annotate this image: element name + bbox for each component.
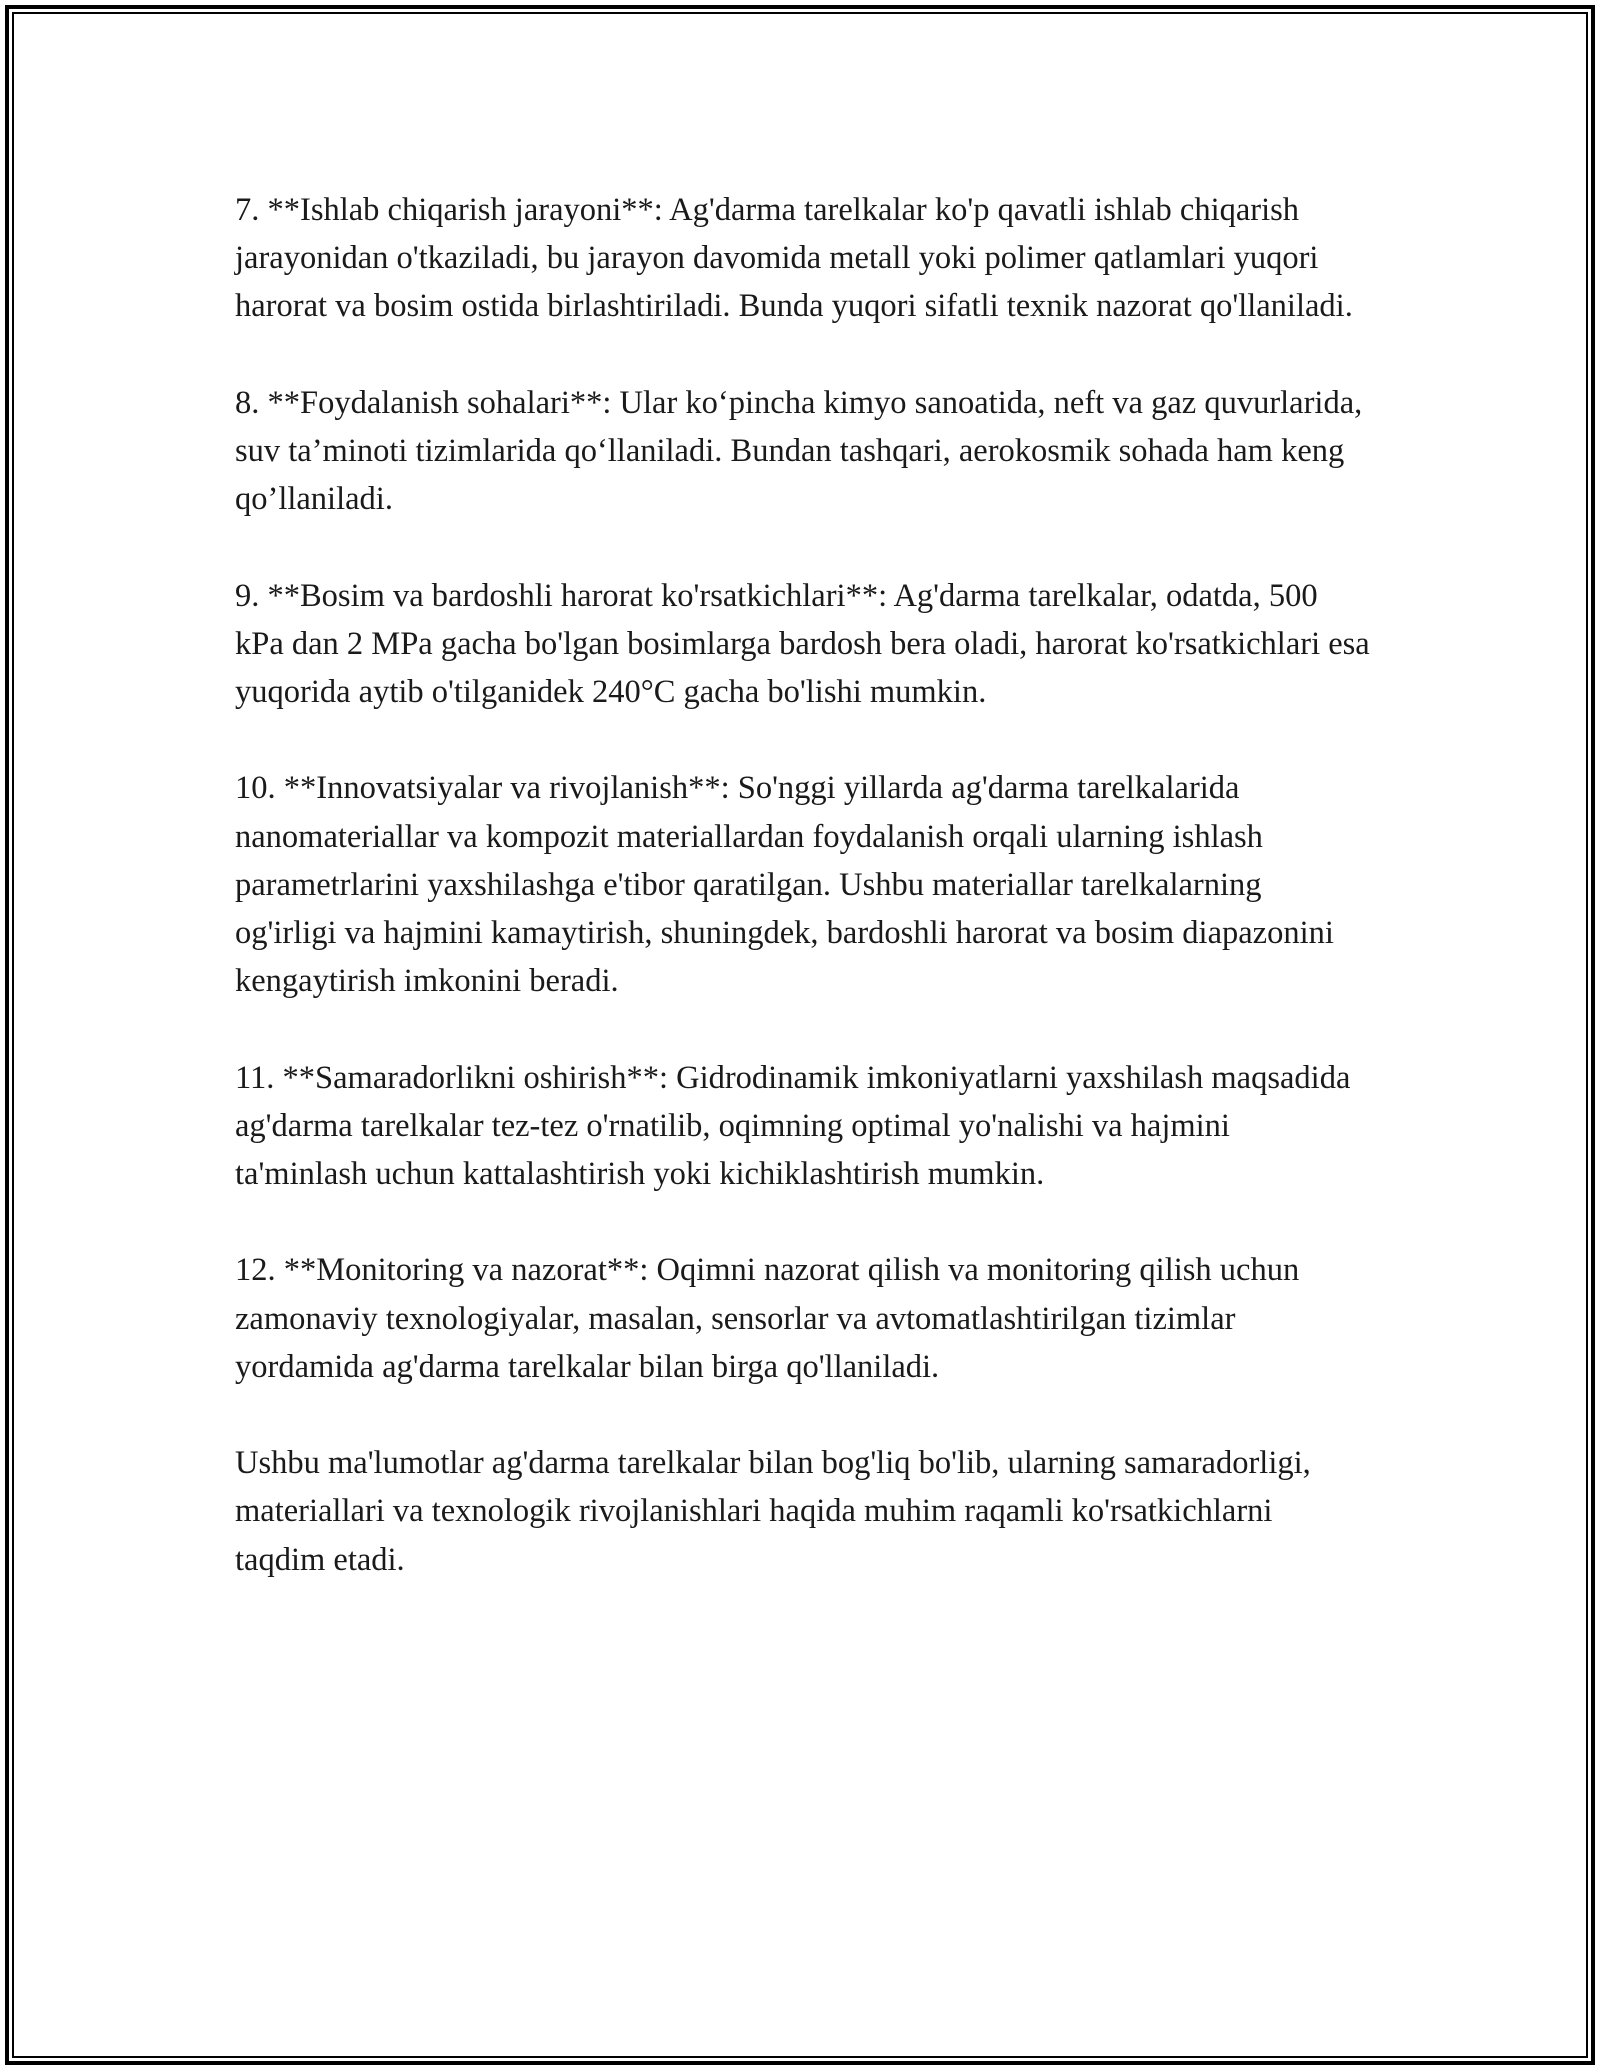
paragraph-item-9: 9. **Bosim va bardoshli harorat ko'rsatkichlari**: Ag'darma tarelkalar, odatda, 500 kPa dan 2 MPa gacha bo'lgan bosimlarga bardosh bera oladi, harorat ko'rsatkichlari esa yuqorida aytib o'tilganidek 240°C gacha bo'lishi mumkin. xyxy=(235,577,1370,710)
paragraph-summary: Ushbu ma'lumotlar ag'darma tarelkalar bilan bog'liq bo'lib, ularning samaradorligi, materiallari va texnologik rivojlanishlari haqida muhim raqamli ko'rsatkichlarni taqdim etadi. xyxy=(235,1445,1311,1578)
paragraph-item-7: 7. **Ishlab chiqarish jarayoni**: Ag'darma tarelkalar ko'p qavatli ishlab chiqarish jarayonidan o'tkaziladi, bu jarayon davomida metall yoki polimer qatlamlari yuqori harorat va bosim ostida birlashtiriladi. Bunda yuqori sifatli texnik nazorat qo'llaniladi. xyxy=(235,192,1353,325)
paragraph-item-8: 8. **Foydalanish sohalari**: Ular ko‘pincha kimyo sanoatida, neft va gaz quvurlarida, suv ta’minoti tizimlarida qo‘llaniladi. Bundan tashqari, aerokosmik sohada ham keng qo’llaniladi. xyxy=(235,384,1363,518)
paragraph-item-12: 12. **Monitoring va nazorat**: Oqimni nazorat qilish va monitoring qilish uchun zamonaviy texnologiyalar, masalan, sensorlar va avtomatlashtirilgan tizimlar yordamida ag'darma tarelkalar bilan birga qo'llaniladi. xyxy=(235,1252,1300,1385)
paragraph-item-10: 10. **Innovatsiyalar va rivojlanish**: So'nggi yillarda ag'darma tarelkalarida nanomateriallar va kompozit materiallardan foydalanish orqali ularning ishlash parametrlarini yaxshilashga e'tibor qaratilgan. Ushbu materiallar tarelkalarning og'irligi va hajmini kamaytirish, shuningdek, bardoshli harorat va bosim diapazonini kengaytirish imkonini beradi. xyxy=(235,770,1334,1000)
document-body xyxy=(235,186,1370,1584)
paragraph-item-11: 11. **Samaradorlikni oshirish**: Gidrodinamik imkoniyatlarni yaxshilash maqsadida ag'darma tarelkalar tez-tez o'rnatilib, oqimning optimal yo'nalishi va hajmini ta'minlash uchun kattalashtirish yoki kichiklashtirish mumkin. xyxy=(235,1059,1351,1192)
